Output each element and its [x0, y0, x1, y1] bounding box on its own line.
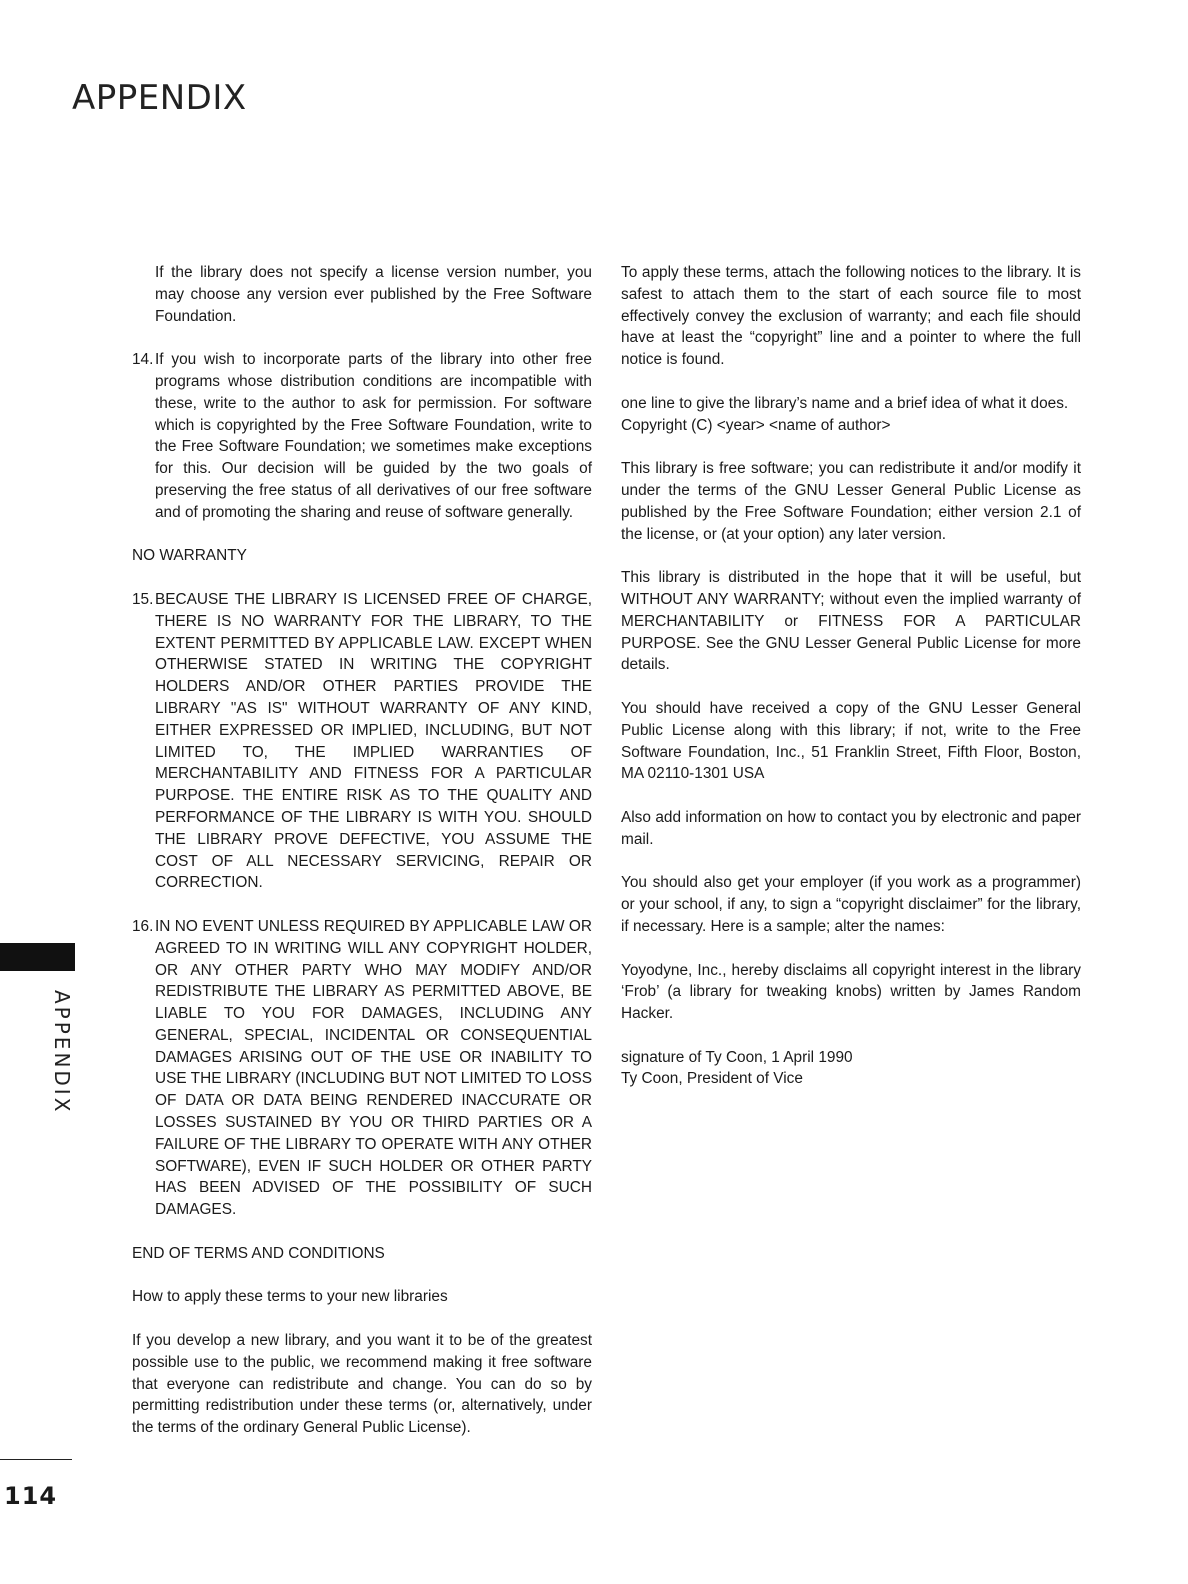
footer-divider — [0, 1459, 72, 1460]
signature-block — [621, 1047, 1081, 1091]
copyright-notice-block — [621, 393, 1081, 437]
received-copy-paragraph: You should have received a copy of the GNU Lesser General Public License along with this library; if not, write to the Free Software Foundation, Inc., 51 Franklin Street, Fifth Floor, Boston, MA 02110-1301 USA — [621, 699, 1081, 783]
no-warranty-heading: NO WARRANTY — [132, 547, 247, 565]
distribution-paragraph: This library is distributed in the hope that it will be useful, but WITHOUT ANY WARRANTY; without even the implied warranty of MERCHANTABILITY or FITNESS FOR A PARTICULAR PURPOSE. See the GNU Lesser General Public License for more details. — [621, 569, 1081, 674]
signature-line: signature of Ty Coon, 1 April 1990 — [621, 1048, 853, 1066]
end-of-terms-heading: END OF TERMS AND CONDITIONS — [132, 1244, 385, 1262]
free-software-paragraph: This library is free software; you can redistribute it and/or modify it under the terms of the GNU Lesser General Public License as published by the Free Software Foundation; either version 2.1 of the license, or (at your option) any later version. — [621, 460, 1081, 543]
apply-terms-paragraph: To apply these terms, attach the following notices to the library. It is safest to attach them to the start of each source file to most effectively convey the exclusion of warranty; and each file should have at least the “copyright” line and a pointer to where the full notice is found. — [621, 264, 1081, 369]
notice-line: one line to give the library’s name and a brief idea of what it does. — [621, 394, 1069, 412]
clause-number: 16. — [132, 917, 154, 935]
side-tab-label: APPENDIX — [50, 990, 74, 1115]
clause-16 — [132, 916, 592, 1221]
sample-disclaimer-paragraph: Yoyodyne, Inc., hereby disclaims all copyright interest in the library ‘Frob’ (a library for tweaking knobs) written by James Random Hacker. — [621, 961, 1081, 1023]
clause-14 — [132, 349, 592, 523]
clause-text: IN NO EVENT UNLESS REQUIRED BY APPLICABLE LAW OR AGREED TO IN WRITING WILL ANY COPYRIGHT HOLDER, OR ANY OTHER PARTY WHO MAY MODIFY AND/OR REDISTRIBUTE THE LIBRARY AS PERMITTED ABOVE, BE LIABLE TO YOU FOR DAMAGES, INCLUDING ANY GENERAL, SPECIAL, INCIDENTAL OR CONSEQUENTIAL DAMAGES ARISING OUT OF THE USE OR INABILITY TO USE THE LIBRARY (INCLUDING BUT NOT LIMITED TO LOSS OF DATA OR DATA BEING RENDERED INACCURATE OR LOSSES SUSTAINED BY YOU OR THIRD PARTIES OR A FAILURE OF THE LIBRARY TO OPERATE WITH ANY OTHER SOFTWARE), EVEN IF SUCH HOLDER OR OTHER PARTY HAS BEEN ADVISED OF THE POSSIBILITY OF SUCH DAMAGES. — [155, 917, 592, 1219]
side-tab-marker — [0, 943, 75, 971]
page-number: 114 — [4, 1482, 58, 1510]
copyright-line: Copyright (C) <year> <name of author> — [621, 416, 891, 434]
clause-number: 15. — [132, 590, 154, 608]
clause-number: 14. — [132, 351, 154, 369]
how-to-apply-paragraph: If you develop a new library, and you want it to be of the greatest possible use to the public, we recommend making it free software that everyone can redistribute and change. You can do so by permitting redistribution under these terms (or, alternatively, under the terms of the ordinary General Public License). — [132, 1332, 592, 1437]
contact-paragraph: Also add information on how to contact you by electronic and paper mail. — [621, 808, 1081, 848]
clause-text: If you wish to incorporate parts of the library into other free programs whose distribution conditions are incompatible with these, write to the author to ask for permission. For software which is copyrighted by the Free Software Foundation, write to the Free Software Foundation; we sometimes make exceptions for this. Our decision will be guided by the two goals of preserving the free status of all derivatives of our free software and of promoting the sharing and reuse of software generally. — [155, 351, 592, 521]
clause-15 — [132, 589, 592, 894]
how-to-apply-heading: How to apply these terms to your new libraries — [132, 1288, 448, 1306]
employer-paragraph: You should also get your employer (if you work as a programmer) or your school, if any, to sign a “copyright disclaimer” for the library, if necessary. Here is a sample; alter the names: — [621, 874, 1081, 935]
page-title: APPENDIX — [72, 78, 247, 118]
right-column — [621, 262, 1081, 1112]
clause-text: BECAUSE THE LIBRARY IS LICENSED FREE OF CHARGE, THERE IS NO WARRANTY FOR THE LIBRARY, TO THE EXTENT PERMITTED BY APPLICABLE LAW. EXCEPT WHEN OTHERWISE STATED IN WRITING THE COPYRIGHT HOLDERS AND/OR OTHER PARTIES PROVIDE THE LIBRARY "AS IS" WITHOUT WARRANTY OF ANY KIND, EITHER EXPRESSED OR IMPLIED, INCLUDING, BUT NOT LIMITED TO, THE IMPLIED WARRANTIES OF MERCHANTABILITY AND FITNESS FOR A PARTICULAR PURPOSE. THE ENTIRE RISK AS TO THE QUALITY AND PERFORMANCE OF THE LIBRARY IS WITH YOU. SHOULD THE LIBRARY PROVE DEFECTIVE, YOU ASSUME THE COST OF ALL NECESSARY SERVICING, REPAIR OR CORRECTION. — [155, 590, 592, 892]
left-column — [132, 262, 592, 1461]
signer-title-line: Ty Coon, President of Vice — [621, 1070, 803, 1088]
continuation-paragraph: If the library does not specify a license version number, you may choose any version ever published by the Free Software Foundation. — [155, 264, 592, 325]
